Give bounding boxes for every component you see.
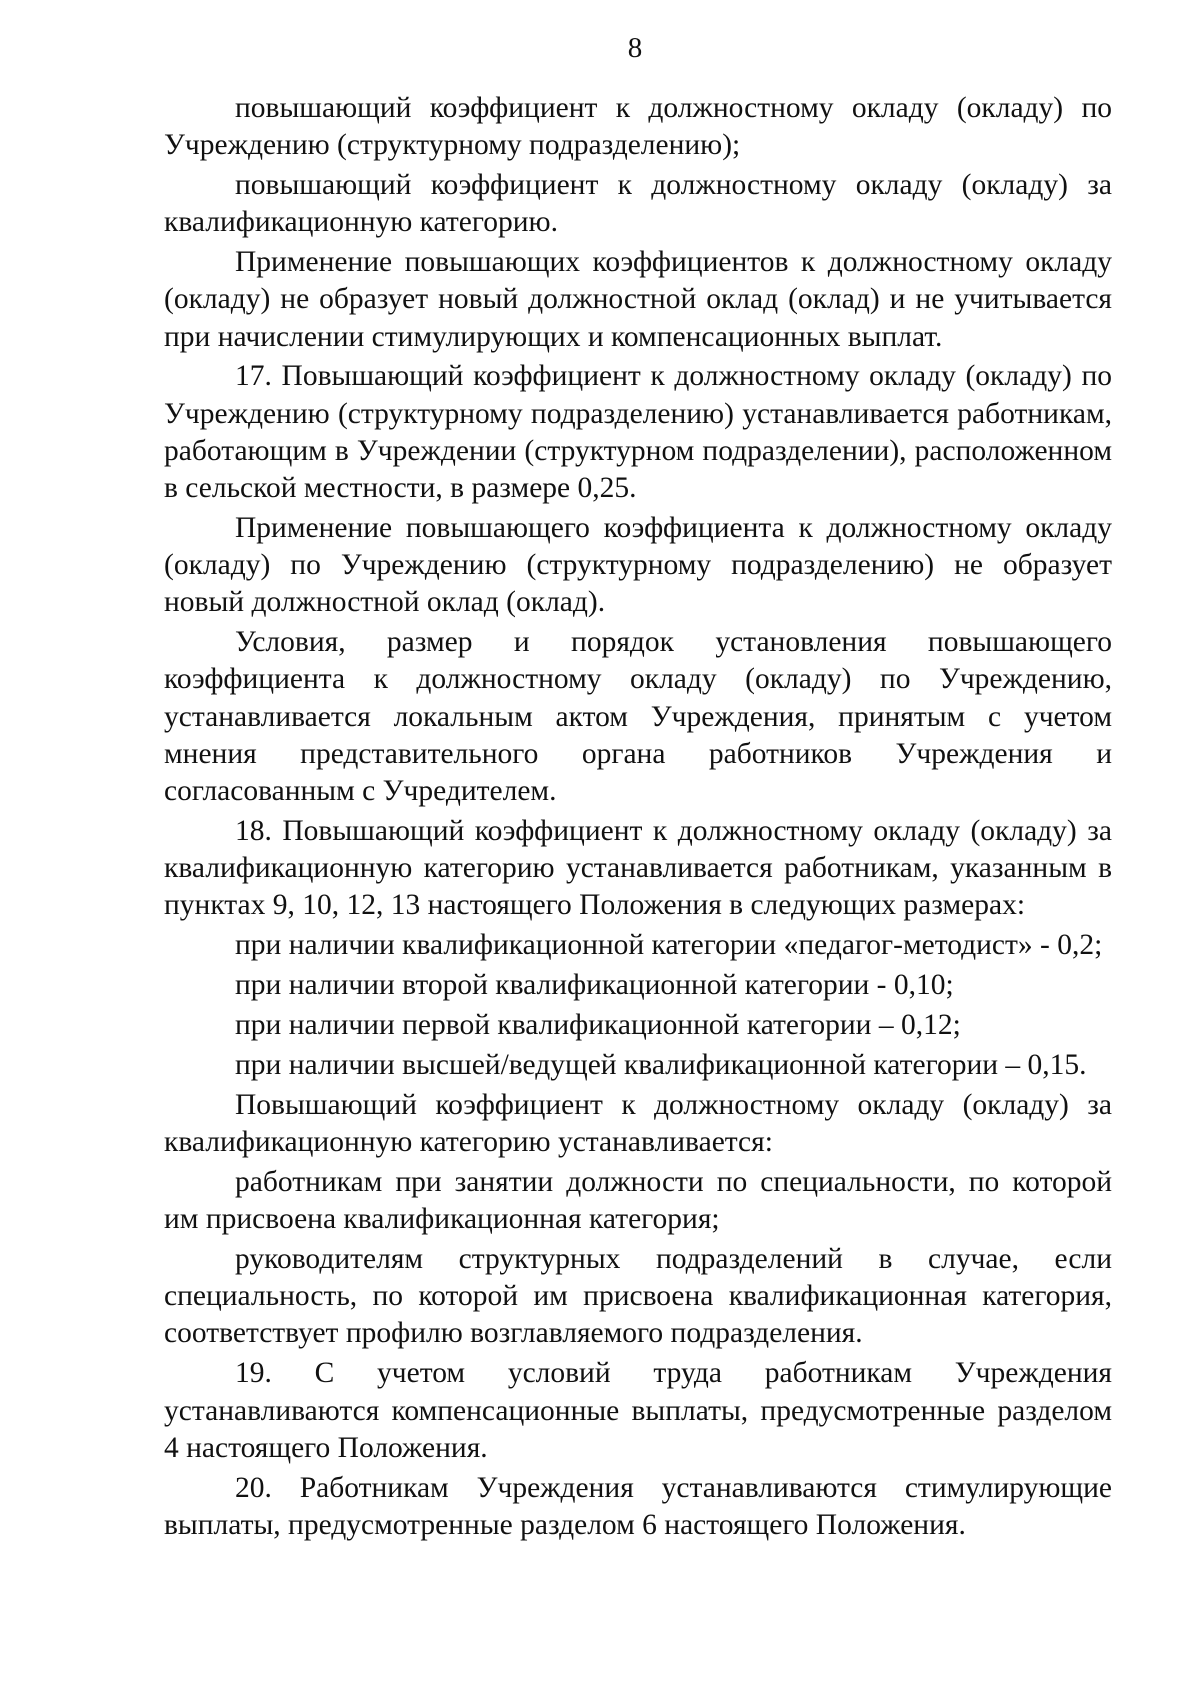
paragraph-item-18: 18. Повышающий коэффициент к должностному окладу (окладу) за квалификационную категорию устанавливается работникам, указанным в пунктах 9, 10, 12, 13 настоящего Положения в следующих размерах: [164, 814, 1112, 922]
paragraph-application-coefficients: Применение повышающих коэффициентов к должностному окладу (окладу) не образует новый должностной оклад (оклад) и не учитывается при начислении стимулирующих и компенсационных выплат. [164, 246, 1112, 353]
paragraph-item-19: 19. С учетом условий труда работникам Учреждения устанавливаются компенсационные выплаты, предусмотренные разделом 4 настоящего Положения. [164, 1357, 1112, 1464]
document-body [164, 90, 1112, 1544]
paragraph-conditions: Условия, размер и порядок установления повышающего коэффициента к должностному окладу (окладу) по Учреждению, устанавливается локальным актом Учреждения, принятым с учетом мнения представительного органа работников Учреждения и согласованным с Учредителем. [164, 626, 1112, 808]
paragraph-application-coefficient: Применение повышающего коэффициента к должностному окладу (окладу) по Учреждению (структурному подразделению) не образует новый должностной оклад (оклад). [164, 511, 1112, 619]
list-item-second-category: при наличии второй квалификационной категории - 0,10; [235, 969, 954, 1002]
list-item-employees: работникам при занятии должности по специальности, по которой им присвоена квалификационная категория; [164, 1165, 1112, 1236]
paragraph-item-20: 20. Работникам Учреждения устанавливаются стимулирующие выплаты, предусмотренные разделом 6 настоящего Положения. [164, 1471, 1112, 1541]
paragraph-item-17: 17. Повышающий коэффициент к должностному окладу (окладу) по Учреждению (структурному подразделению) устанавливается работникам, работающим в Учреждении (структурном подразделении), расположенном в сельской местности, в размере 0,25. [164, 360, 1112, 505]
paragraph-coefficient-institution: повышающий коэффициент к должностному окладу (окладу) по Учреждению (структурному подразделению); [164, 92, 1112, 162]
list-item-first-category: при наличии первой квалификационной категории – 0,12; [235, 1009, 961, 1042]
list-item-methodist: при наличии квалификационной категории «педагог-методист» - 0,2; [235, 929, 1103, 962]
paragraph-coefficient-category: повышающий коэффициент к должностному окладу (окладу) за квалификационную категорию. [164, 169, 1112, 239]
list-item-heads: руководителям структурных подразделений в случае, если специальность, по которой им присвоена квалификационная категория, соответствует профилю возглавляемого подразделения. [164, 1243, 1112, 1350]
paragraph-coefficient-established: Повышающий коэффициент к должностному окладу (окладу) за квалификационную категорию устанавливается: [164, 1088, 1112, 1159]
page-number: 8 [627, 32, 643, 64]
list-item-highest-category: при наличии высшей/ведущей квалификационной категории – 0,15. [235, 1048, 1087, 1081]
